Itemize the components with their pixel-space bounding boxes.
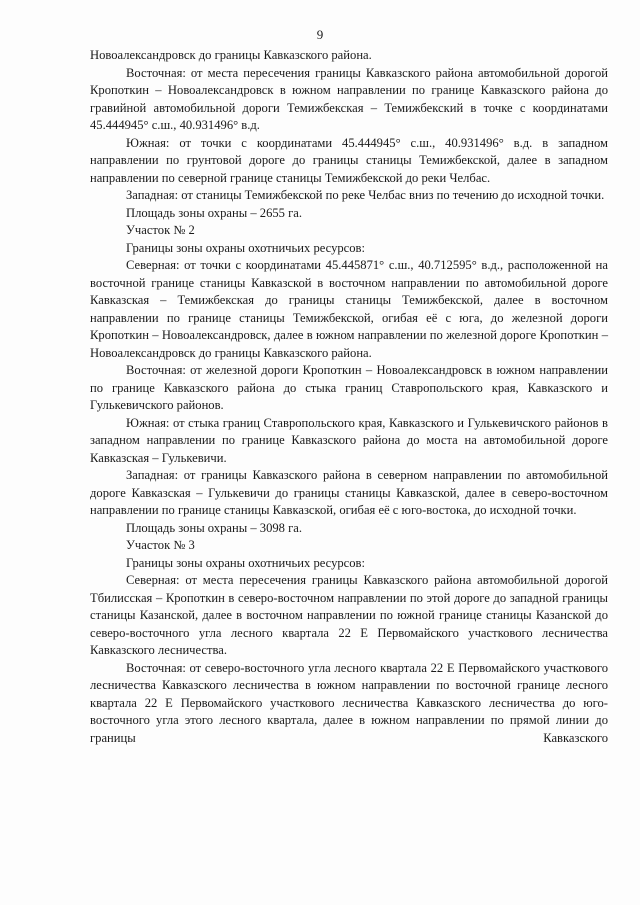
section-heading: Участок № 3 — [126, 538, 195, 552]
paragraph: Северная: от места пересечения границы Кавказского района автомобильной дорогой Тбилисская – Кропоткин в северо-восточном направлении по этой дороге до западной границы станицы Казанской, далее в восточном направлении по южной границе станицы Казанской до северо-восточного угла лесного квартала 22 Е Первомайского участкового лесничества Кавказского лесничества. — [90, 573, 608, 657]
paragraph: Южная: от стыка границ Ставропольского края, Кавказского и Гулькевичского районов в западном направлении по границе Кавказского района до моста на автомобильной дороге Кавказская – Гулькевичи. — [90, 415, 608, 465]
paragraph: Северная: от точки с координатами 45.445871° с.ш., 40.712595° в.д., расположенной на восточной границе станицы Кавказской в восточном направлении по автомобильной дороге Кавказская – Темижбекская до границы станицы Темижбекской, далее в восточном направлении по границе станицы Темижбекской, огибая её с юга, до железной дороги Кропоткин – Новоалександровск, далее в южном направлении по железной дороге Кропоткин – Новоалександровск до границы Кавказского района. — [90, 258, 608, 360]
page-number: 9 — [316, 27, 324, 42]
paragraph: Восточная: от железной дороги Кропоткин – Новоалександровск в южном направлении по границе Кавказского района до стыка границ Ставропольского края, Кавказского и Гулькевичского районов. — [90, 363, 608, 412]
paragraph: Площадь зоны охраны – 2655 га. — [126, 205, 303, 220]
paragraph: Западная: от границы Кавказского района в северном направлении по автомобильной дороге Кавказская – Гулькевичи до границы станицы Кавказской, далее в северо-восточном направлении по границе станицы Кавказской, огибая её с юго-востока, до исходной точки. — [90, 468, 608, 517]
paragraph: Границы зоны охраны охотничьих ресурсов: — [126, 240, 365, 255]
paragraph: Восточная: от северо-восточного угла лесного квартала 22 Е Первомайского участкового лесничества Кавказского лесничества в южном направлении по восточной границе лесного квартала 22 Е Первомайского участкового лесничества Кавказского лесничества до юго-восточного угла этого лесного квартала, далее в южном направлении по прямой линии до границы Кавказского — [90, 660, 608, 745]
paragraph: Южная: от точки с координатами 45.444945° с.ш., 40.931496° в.д. в западном направлении по грунтовой дороге до границы станицы Темижбекской, далее в западном направлении по северной границе станицы Темижбекской до реки Челбас. — [90, 135, 608, 185]
paragraph: Западная: от станицы Темижбекской по реке Челбас вниз по течению до исходной точки. — [126, 188, 605, 202]
section-heading: Участок № 2 — [126, 223, 195, 237]
document-body — [90, 47, 608, 747]
paragraph: Восточная: от места пересечения границы Кавказского района автомобильной дорогой Кропоткин – Новоалександровск в южном направлении по границе Кавказского района до гравийной автомобильной дороги Темижбекская – Темижбекский в точке с координатами 45.444945° с.ш., 40.931496° в.д. — [90, 65, 608, 132]
paragraph: Новоалександровск до границы Кавказского района. — [90, 48, 372, 62]
paragraph: Площадь зоны охраны – 3098 га. — [126, 520, 303, 535]
paragraph: Границы зоны охраны охотничьих ресурсов: — [126, 555, 365, 570]
